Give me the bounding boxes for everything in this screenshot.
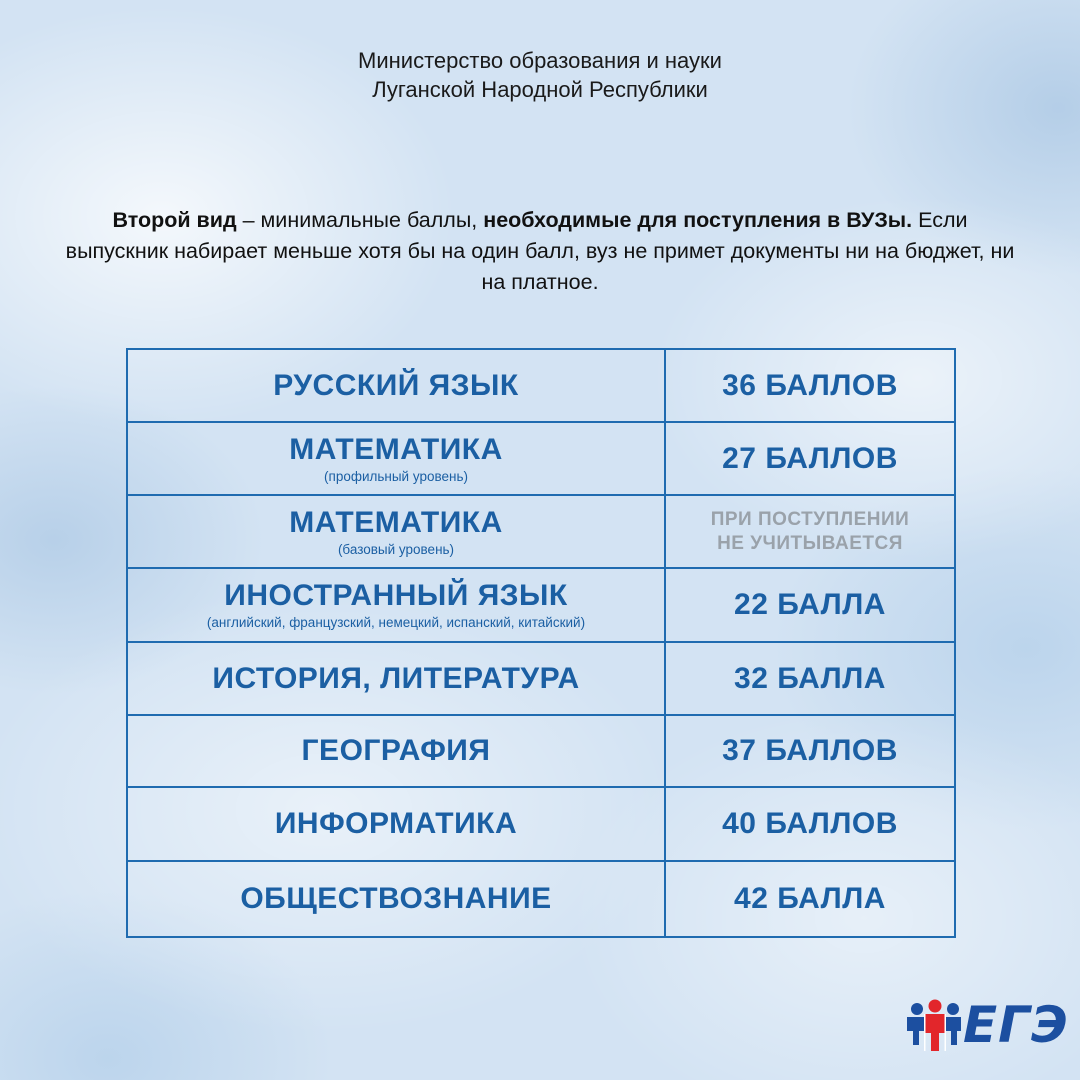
subject-name: МАТЕМАТИКА [289,432,503,466]
minimum-scores-table [126,348,956,938]
score-cell [665,861,955,937]
table-row [127,861,955,937]
ege-people-icon [905,997,963,1053]
subject-name: МАТЕМАТИКА [289,505,503,539]
table-row [127,642,955,715]
subject-name: ИНОСТРАННЫЙ ЯЗЫК [224,579,568,612]
subject-note: (английский, французский, немецкий, испанский, китайский) [206,615,586,630]
ministry-line-2: Луганской Народной Республики [372,77,708,102]
subject-cell [127,861,665,937]
subject-note: (базовый уровень) [337,541,455,557]
subject-cell [127,568,665,642]
intro-bold-requirement: необходимые для поступления в ВУЗы. [483,208,913,232]
score-value: 36 БАЛЛОВ [722,368,898,402]
subject-cell [127,642,665,715]
table-row [127,715,955,787]
table-row [127,349,955,422]
intro-text-1: – минимальные баллы, [236,208,484,232]
score-cell [665,568,955,642]
subject-cell [127,715,665,787]
score-value: 22 БАЛЛА [734,588,886,621]
subject-name: ИНФОРМАТИКА [274,807,518,840]
intro-paragraph [60,205,1020,298]
score-cell [665,349,955,422]
subject-cell [127,787,665,861]
score-value: 42 БАЛЛА [734,882,886,915]
subject-name: ОБЩЕСТВОЗНАНИЕ [240,882,552,915]
table-row [127,495,955,568]
subject-cell [127,349,665,422]
score-cell [665,715,955,787]
subject-name: ГЕОГРАФИЯ [301,734,491,767]
subject-name: ИСТОРИЯ, ЛИТЕРАТУРА [212,661,580,695]
table-row [127,787,955,861]
subject-name: РУССКИЙ ЯЗЫК [273,368,519,402]
score-not-counted-line-1: ПРИ ПОСТУПЛЕНИИ [710,508,910,530]
score-cell [665,787,955,861]
subject-cell [127,495,665,568]
subject-cell [127,422,665,495]
table-row [127,568,955,642]
score-cell [665,495,955,568]
score-value: 27 БАЛЛОВ [722,441,898,475]
ege-logo-text: ЕГЭ [963,996,1069,1054]
score-value: 37 БАЛЛОВ [722,734,898,767]
score-value: 40 БАЛЛОВ [722,807,898,840]
table-row [127,422,955,495]
score-cell [665,642,955,715]
ministry-line-1: Министерство образования и науки [358,48,722,73]
ministry-header [0,46,1080,104]
score-not-counted-line-2: НЕ УЧИТЫВАЕТСЯ [717,532,903,554]
intro-text-2: Если выпускник набирает меньше хотя бы на один балл, вуз не примет документы ни на бюджет, ни на платное. [65,208,1015,294]
score-cell [665,422,955,495]
subject-note: (профильный уровень) [324,468,468,484]
ege-logo [905,995,1069,1055]
score-value: 32 БАЛЛА [734,661,886,695]
intro-bold-lead: Второй вид [112,208,237,232]
